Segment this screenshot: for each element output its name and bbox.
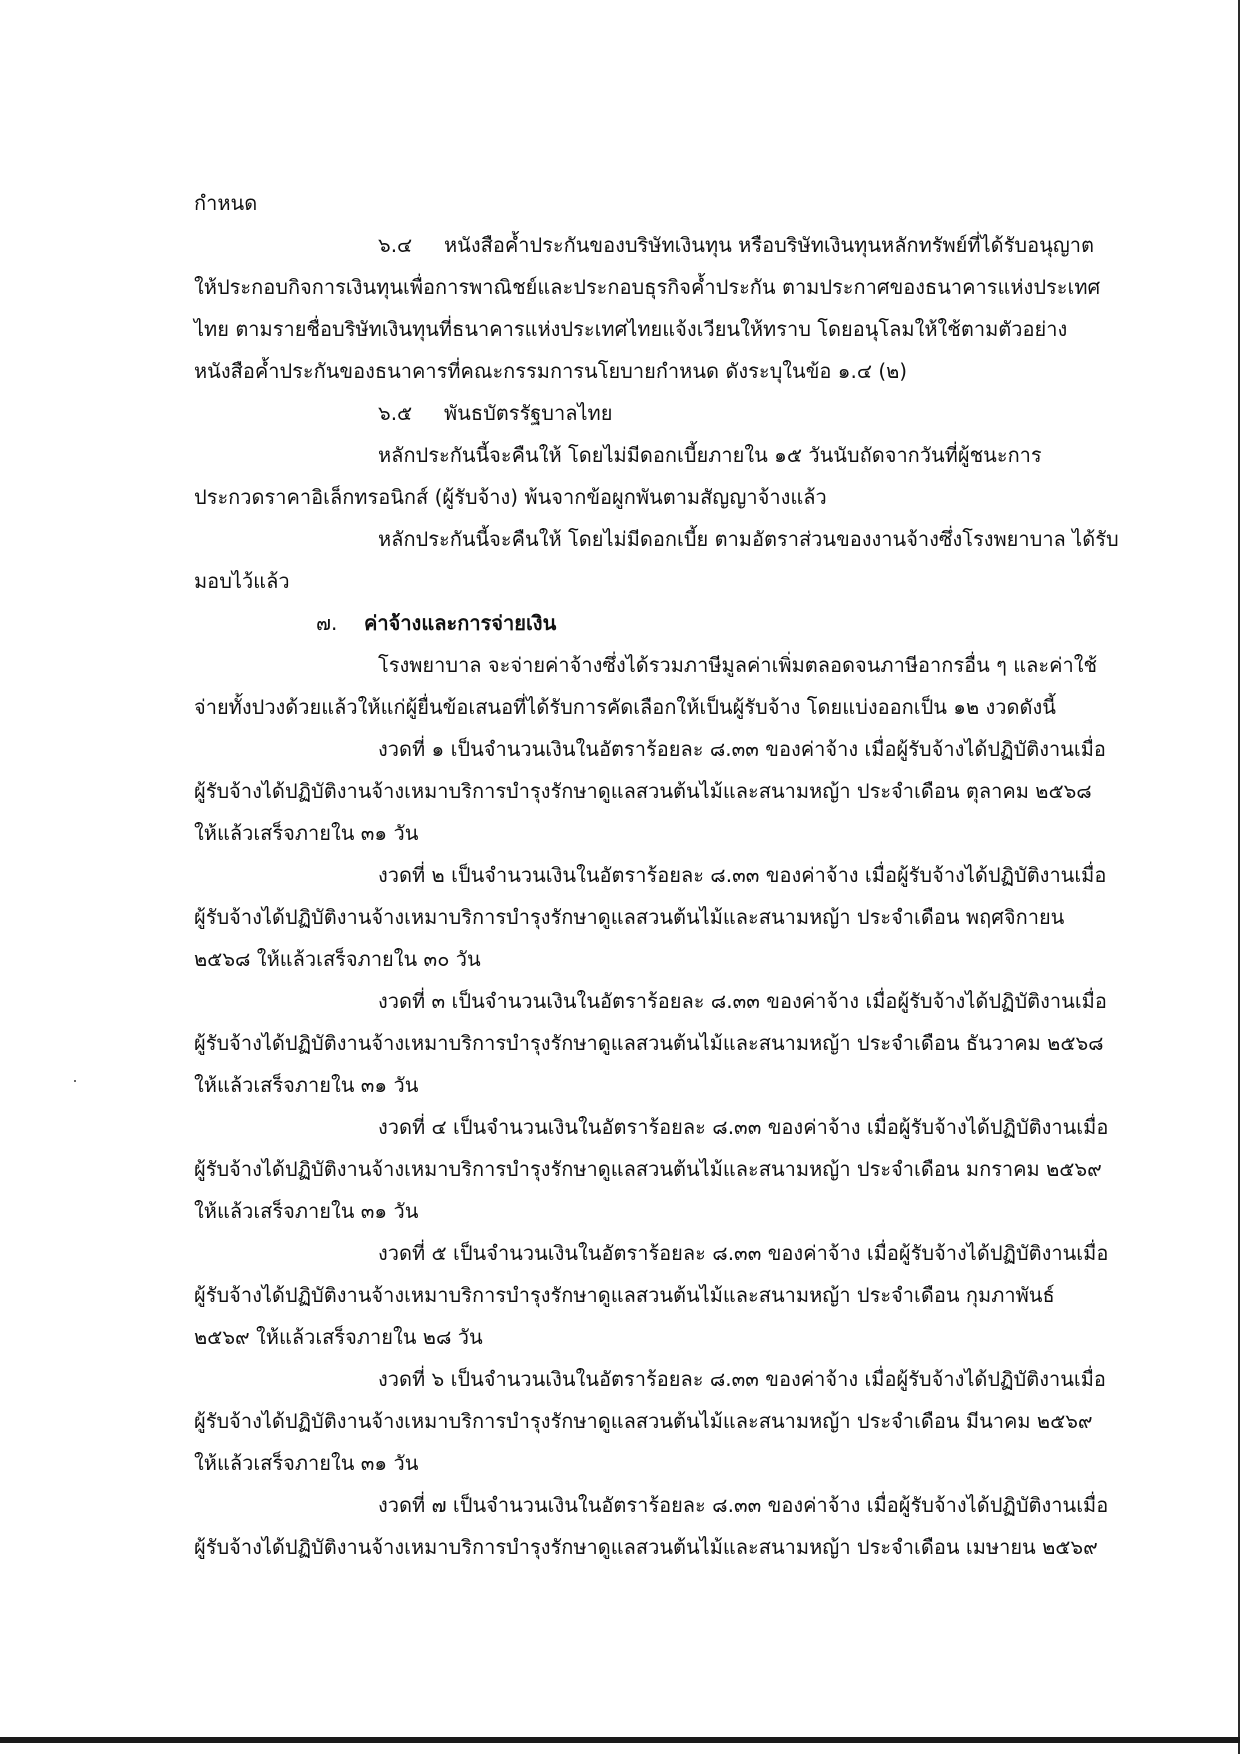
text-line: ไทย ตามรายชื่อบริษัทเงินทุนที่ธนาคารแห่งประเทศไทยแจ้งเวียนให้ทราบ โดยอนุโลมให้ใช้ตามตัวอย่าง	[194, 317, 1068, 341]
text-line: ให้ประกอบกิจการเงินทุนเพื่อการพาณิชย์และประกอบธุรกิจค้ำประกัน ตามประกาศของธนาคารแห่งประเทศ	[194, 275, 1101, 299]
section-heading: ค่าจ้างและการจ่ายเงิน	[364, 611, 557, 635]
text-line: หนังสือค้ำประกันของบริษัทเงินทุน หรือบริษัทเงินทุนหลักทรัพย์ที่ได้รับอนุญาต	[444, 233, 1095, 257]
installment-line: งวดที่ ๒ เป็นจำนวนเงินในอัตราร้อยละ ๘.๓๓ ของค่าจ้าง เมื่อผู้รับจ้างได้ปฏิบัติงานเมื่อ	[378, 863, 1107, 887]
text-line: ผู้รับจ้างได้ปฏิบัติงานจ้างเหมาบริการบำรุงรักษาดูแลสวนต้นไม้และสนามหญ้า ประจำเดือน พฤศจิกายน	[194, 905, 1065, 929]
text-line: มอบไว้แล้ว	[194, 569, 290, 593]
scan-speck	[74, 1080, 76, 1082]
text-line: ผู้รับจ้างได้ปฏิบัติงานจ้างเหมาบริการบำรุงรักษาดูแลสวนต้นไม้และสนามหญ้า ประจำเดือน มกราคม ๒๕๖๙	[194, 1157, 1102, 1181]
text-line: ให้แล้วเสร็จภายใน ๓๑ วัน	[194, 1199, 419, 1223]
text-line: ผู้รับจ้างได้ปฏิบัติงานจ้างเหมาบริการบำรุงรักษาดูแลสวนต้นไม้และสนามหญ้า ประจำเดือน ตุลาคม ๒๕๖๘	[194, 779, 1092, 803]
text-line: ให้แล้วเสร็จภายใน ๓๑ วัน	[194, 1073, 419, 1097]
scan-edge-bottom	[0, 1737, 1240, 1743]
text-line: หลักประกันนี้จะคืนให้ โดยไม่มีดอกเบี้ยภายใน ๑๕ วันนับถัดจากวันที่ผู้ชนะการ	[378, 443, 1042, 467]
text-line: ให้แล้วเสร็จภายใน ๓๑ วัน	[194, 1451, 419, 1475]
text-line: ๒๕๖๘ ให้แล้วเสร็จภายใน ๓๐ วัน	[194, 947, 481, 971]
installment-line: งวดที่ ๑ เป็นจำนวนเงินในอัตราร้อยละ ๘.๓๓ ของค่าจ้าง เมื่อผู้รับจ้างได้ปฏิบัติงานเมื่อ	[378, 737, 1106, 761]
text-line: จ่ายทั้งปวงด้วยแล้วให้แก่ผู้ยื่นข้อเสนอที่ได้รับการคัดเลือกให้เป็นผู้รับจ้าง โดยแบ่งออกเป็น ๑๒ งวดดังนี้	[194, 695, 1056, 719]
text-line: ๒๕๖๙ ให้แล้วเสร็จภายใน ๒๘ วัน	[194, 1325, 483, 1349]
section-number-6-5: ๖.๕	[378, 401, 413, 425]
text-line: ประกวดราคาอิเล็กทรอนิกส์ (ผู้รับจ้าง) พ้นจากข้อผูกพันตามสัญญาจ้างแล้ว	[194, 485, 827, 509]
text-line: ผู้รับจ้างได้ปฏิบัติงานจ้างเหมาบริการบำรุงรักษาดูแลสวนต้นไม้และสนามหญ้า ประจำเดือน ธันวาคม ๒๕๖๘	[194, 1031, 1104, 1055]
text-line: ผู้รับจ้างได้ปฏิบัติงานจ้างเหมาบริการบำรุงรักษาดูแลสวนต้นไม้และสนามหญ้า ประจำเดือน กุมภาพันธ์	[194, 1283, 1055, 1307]
text-line: ผู้รับจ้างได้ปฏิบัติงานจ้างเหมาบริการบำรุงรักษาดูแลสวนต้นไม้และสนามหญ้า ประจำเดือน มีนาคม ๒๕๖๙	[194, 1409, 1093, 1433]
text-line: ให้แล้วเสร็จภายใน ๓๑ วัน	[194, 821, 419, 845]
text-line: โรงพยาบาล จะจ่ายค่าจ้างซึ่งได้รวมภาษีมูลค่าเพิ่มตลอดจนภาษีอากรอื่น ๆ และค่าใช้	[378, 653, 1098, 677]
text-line: กำหนด	[194, 191, 258, 215]
text-line: หลักประกันนี้จะคืนให้ โดยไม่มีดอกเบี้ย ตามอัตราส่วนของงานจ้างซึ่งโรงพยาบาล ได้รับ	[378, 527, 1119, 551]
installment-line: งวดที่ ๔ เป็นจำนวนเงินในอัตราร้อยละ ๘.๓๓ ของค่าจ้าง เมื่อผู้รับจ้างได้ปฏิบัติงานเมื่อ	[378, 1115, 1109, 1139]
installment-line: งวดที่ ๖ เป็นจำนวนเงินในอัตราร้อยละ ๘.๓๓ ของค่าจ้าง เมื่อผู้รับจ้างได้ปฏิบัติงานเมื่อ	[378, 1367, 1106, 1391]
installment-line: งวดที่ ๕ เป็นจำนวนเงินในอัตราร้อยละ ๘.๓๓ ของค่าจ้าง เมื่อผู้รับจ้างได้ปฏิบัติงานเมื่อ	[378, 1241, 1109, 1265]
text-line: พันธบัตรรัฐบาลไทย	[444, 401, 613, 425]
text-line: หนังสือค้ำประกันของธนาคารที่คณะกรรมการนโยบายกำหนด ดังระบุในข้อ ๑.๔ (๒)	[194, 359, 908, 383]
installment-line: งวดที่ ๓ เป็นจำนวนเงินในอัตราร้อยละ ๘.๓๓ ของค่าจ้าง เมื่อผู้รับจ้างได้ปฏิบัติงานเมื่อ	[378, 989, 1107, 1013]
section-number-6-4: ๖.๔	[378, 233, 413, 257]
installment-line: งวดที่ ๗ เป็นจำนวนเงินในอัตราร้อยละ ๘.๓๓ ของค่าจ้าง เมื่อผู้รับจ้างได้ปฏิบัติงานเมื่อ	[378, 1493, 1109, 1517]
section-number-7: ๗.	[316, 611, 338, 635]
text-line: ผู้รับจ้างได้ปฏิบัติงานจ้างเหมาบริการบำรุงรักษาดูแลสวนต้นไม้และสนามหญ้า ประจำเดือน เมษายน ๒๕๖๙	[194, 1535, 1098, 1559]
